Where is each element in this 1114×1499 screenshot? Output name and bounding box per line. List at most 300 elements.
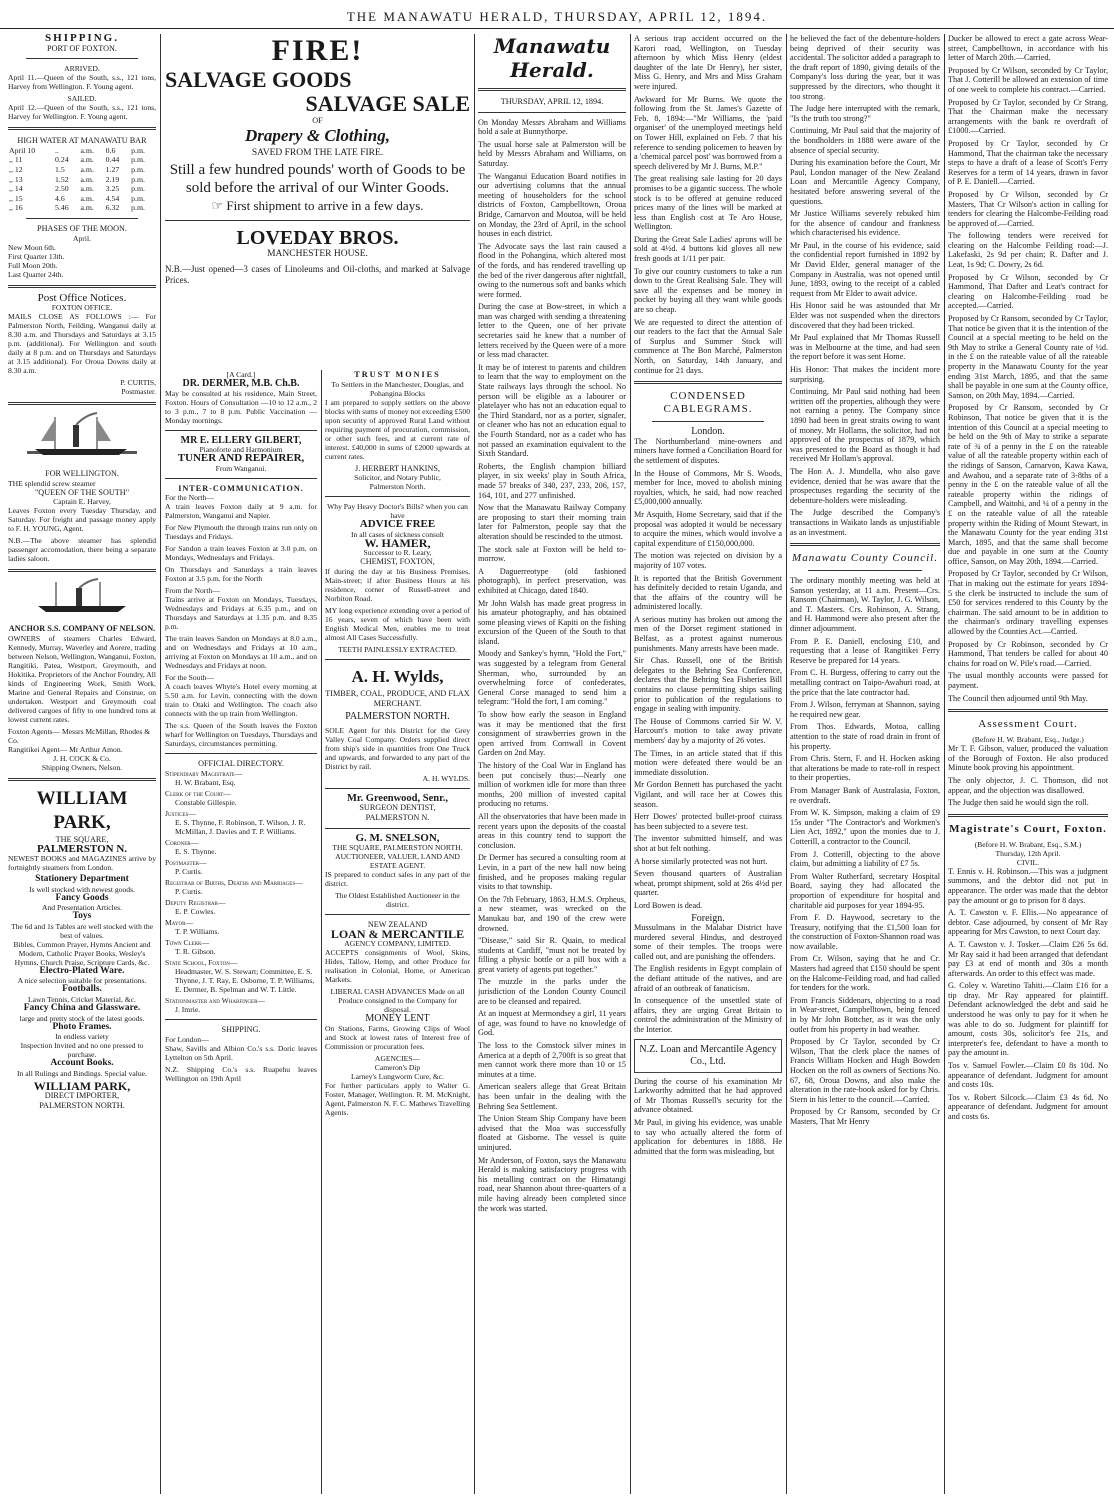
sole-agent-text: SOLE Agent for this District for the Grey Valley Coal Company. Orders supplied direct from ship's side in quantities from One Truck and upwards, and forwarded to any part of the District by rail. (325, 725, 470, 771)
anchor-role: Shipping Owners, Nelson. (41, 762, 123, 772)
snelson-role: AUCTIONEER, VALUER, LAND AND ESTATE AGENT. (335, 852, 460, 871)
high-water-cell: 5.46 (54, 203, 69, 213)
chemist-foxton: CHEMIST, FOXTON, (360, 557, 435, 567)
directory-office: Town Clerk— (165, 937, 210, 947)
loveday-nb: N.B.—Just opened—3 cases of Linoleums and Oil-cloths, and marked at Salvage Prices. (165, 263, 470, 285)
column-6 (790, 34, 940, 1494)
of-label: OF (312, 116, 323, 125)
loan-sub: AGENCY COMPANY, LIMITED. (344, 939, 451, 949)
column-rule (944, 34, 945, 1494)
from-north-label: From the North— (165, 586, 220, 596)
loveday-bros: LOVEDAY BROS. (236, 227, 399, 250)
council-paragraph: From J. Cotterill, objecting to the above claim, but admitting a liability of £7 5s. (790, 849, 940, 869)
fire-headline: FIRE! (271, 34, 364, 67)
news-paragraph: During the case at Bow-street, in which a man was charged with sending a threatening letter to the Queen, one of her private secretaries said he knew that a number of letters received by the Queen were of a more or less mad character. (478, 302, 626, 360)
william-park-item-heading: Footballs. (62, 984, 102, 995)
agencies-label: AGENCIES— (374, 1053, 421, 1063)
dermer-name: DR. DERMER, M.B. Ch.B. (182, 378, 300, 389)
civil-label: CIVIL. (1016, 857, 1040, 867)
high-water-cell: 0.24 (54, 155, 69, 165)
court-paragraph: Mr Justice Williams severely rebuked him for the absence of candour and frankness which characterised his evidence. (790, 209, 940, 238)
foreign-heading: Foreign. (691, 912, 725, 924)
news-paragraph: On Monday Messrs Abraham and Williams hold a sale at Bunnythorpe. (478, 117, 626, 137)
news-paragraph: To show how early the season in England was it may be mentioned that the first consignment of strawberries grown in the open arrived from Cornwall in Covent Garden on 2nd May. (478, 710, 626, 758)
directory-holder: J. Imrie. (175, 1004, 201, 1014)
high-water-cell: 1.52 (54, 174, 69, 184)
column-3 (325, 370, 470, 1494)
gilbert-name: MR E. ELLERY GILBERT, (180, 434, 302, 446)
moon-month: April. (73, 233, 91, 243)
council-paragraph: From J. Wilson, ferryman at Shannon, saying he required new gear. (790, 700, 940, 719)
news-paragraph: "Disease," said Sir R. Quain, to medical students at Cardiff, "must not be treated by filling a physic bottle or a pill box with a great variety of agents put together." (478, 936, 626, 974)
gilbert-sub: Pianoforte and Harmonium (199, 445, 283, 455)
agencies-list: Cameron's Dip Larney's Lungworm Cure, &c. (350, 1062, 445, 1081)
council-paragraph: Proposed by Cr Ransom, seconded by Cr Robinson, That notice be given that it is the intention of this Council at a special meeting to be held on the 9th of May to strike a separate rate of ¾ of a penny in the £ on the rateable value of all the rateable property within each of the ridings of Sanson, Carnarvon, Kawa Kawa, and Awahou, and a separate rate of 3-8ths of a penny in the £ on the rateable value of all the rateable property within the ridings of Campbell, and Waitohi, and ¼ of a penny in the £ on the rateable value of all the rateable property within the Riding of Mount Stewart, in the Manawatu County for the year ending 31st March, 1895, and that the same shall become due and payable in one sum at the County office, Sanson, on May 20th, 1894.—Carried. (948, 403, 1108, 566)
high-water-cell: p.m. (131, 193, 145, 203)
high-water-cell: 0.44 (105, 155, 120, 165)
shipping-heading-2: SHIPPING. (221, 1024, 261, 1034)
wellington-nb: N.B.—The above steamer has splendid passenger accomodation, there being a separate ladies saloon. (8, 536, 156, 564)
william-park-item-text: Is well stocked with newest goods. (29, 884, 135, 894)
news-paragraph: Roberts, the English champion billiard player, in six weeks' play in South Africa, made 57 breaks of 340, 237, 233, 206, 157, 164, 101, and 277 unfinished. (478, 461, 626, 500)
council-paragraph: From Francis Siddenars, objecting to a road in Wear-street, Campbelltown, being fenced in by Mr John Bottcher, as it was the only outlet from his property in bad weather. (790, 995, 940, 1034)
council-paragraph: From Manager Bank of Australasia, Foxton, re overdraft. (790, 785, 940, 805)
court-paragraph: His Honor: That makes the incident more surprising. (790, 365, 940, 384)
council-paragraph: The following tenders were received for clearing on the Halcombe Feilding road:—J. Lakefaski, 2s 9d per chain; R. Dafter and J. Leat, 1s 9d; C. Dowry, 2s 6d. (948, 231, 1108, 270)
cable-paragraph: The motion was rejected on division by a majority of 107 votes. (634, 551, 782, 570)
william-park-item-heading: Stationery Department (35, 874, 129, 885)
court-paragraph: During his examination before the Court, Mr Paul, London manager of the New Zealand Loan and Mercantile Agency Company, hesitated before answering several of the questions. (790, 158, 940, 206)
further-particulars: For further particulars apply to Walter G. Foster, Manager, Wellington. R. M. McKnight, Agent, Palmerston N. F. C. Mathews Travelling Agents. (325, 1080, 470, 1117)
cable-paragraph: The inventor submitted himself, and was shot at but felt nothing. (634, 834, 782, 853)
william-park-item-heading: Fancy China and Glassware. (23, 1003, 141, 1014)
foreign-paragraph: Mussulmans in the Malabar District have murdered several Hindus, and destroyed some of their temples. The troops were called out, and are punishing the offenders. (634, 923, 782, 961)
news-paragraph: Dr Dermer has secured a consulting room at Levin, in a part of the new hall now being finished, and he proposes making regular visits to that township. (478, 853, 626, 892)
news-paragraph: Mr Anderson, of Foxton, says the Manawatu Herald is making satisfactory progress with his metalling contract on the Himatangi road, near Shannon about three-quarters of a mile having already been completed since the work was started. (478, 1155, 626, 1213)
shipping-list (165, 1044, 317, 1083)
assessment-paragraph: Mr T. F. Gibson, valuer, produced the valuation of the Borough of Foxton. He also produced Minute book proving his appointment. (948, 744, 1108, 773)
directory-office: Coroner— (165, 837, 199, 847)
directory-holder: E. P. Cowles. (175, 906, 216, 916)
magistrate-paragraph: A. T. Cawston v. J. Tosker.—Claim £26 5s 6d. Mr Ray said it had been arranged that defendant pay £3 at end of month and 30s a month afterwards. An order to this effect was made. (948, 939, 1108, 978)
anchor-heading: ANCHOR S.S. COMPANY OF NELSON. (8, 624, 156, 634)
council-paragraph: Proposed by Cr Wilson, seconded by Cr Hammond, That Dafter and Leat's contract for clearing on Halcombe-Feilding road be accepted.—Carried. (948, 272, 1108, 311)
high-water-cell: ,, 15 (9, 193, 23, 203)
council-paragraph: From Chris. Stern, F. and H. Hocken asking that alterations be made to rate-roll in respect to their properties. (790, 754, 940, 783)
london-heading: London. (691, 426, 725, 438)
high-water-row (8, 146, 156, 156)
column-rule (786, 34, 787, 1494)
loan-mercantile: LOAN & MERCANTILE (330, 926, 465, 941)
court-paragraph: His Honor said he was astounded that Mr Elder was not suspended when the directors discovered that they had been tricked. (790, 301, 940, 330)
high-water-cell: p.m. (131, 155, 145, 165)
william-park-item-text: Bibles, Common Prayer, Hymns Ancient and Modern, Catholic Prayer Books, Wesley's Hymns, Church Praise, Scripture Cards, &c. (13, 939, 151, 967)
william-park-item-text: large and pretty stock of the latest goods. (19, 1013, 145, 1023)
council-paragraph: The ordinary monthly meeting was held at Sanson yesterday, at 11 a.m. Present—Crs. Ransom (Chairman), W. Taylor, J. G. Wilson, and T. Masters. Crs. Robinson, A. Strang, and H. Hammond were also present after the dinner adjournment. (790, 576, 940, 634)
first-shipment: ☞ First shipment to arrive in a few days. (211, 198, 424, 214)
cable-paragraph: In the House of Commons, Mr S. Woods, member for Ince, moved to abolish mining royalties, which, he said, had now reached £5,000,000 annually. (634, 468, 782, 507)
timetable-entry: The train leaves Sandon on Mondays at 8.0 a.m., and on Wednesdays and Fridays at 10 a.m., arriving at Foxton on Mondays at 10 a.m., and on Wednesdays and Fridays at noon. (165, 634, 317, 671)
cable-paragraph: A horse similarly protected was not hurt. (634, 856, 768, 866)
council-paragraph: From F. D. Haywood, secretary to the Treasury, notifying that the £1,500 loan for the construction of Foxton-Shannon road was now available. (790, 913, 940, 951)
timetable-entry: For Sandon a train leaves Foxton at 3.0 p.m. on Mondays, Wednesdays and Fridays. (165, 544, 317, 563)
column-4 (478, 34, 626, 1494)
moon-phase: Full Moon 20th. (8, 260, 58, 270)
william-park-item-text: In all Rulings and Bindings. Special value. (17, 1068, 147, 1078)
shipping-entry: N.Z. Shipping Co.'s s.s. Ruapehu leaves Wellington on 19th April (165, 1064, 317, 1083)
directory-holder: E. S. Thynne. (175, 846, 217, 856)
trust-sub: To Settlers in the Manchester, Douglas, and Pohangina Blocks (331, 379, 464, 398)
saved-label: SAVED FROM THE LATE FIRE. (251, 147, 384, 158)
inter-communication-heading: INTER-COMMUNICATION. (178, 483, 304, 493)
column-rule (474, 34, 475, 1494)
timetable-entry: On Thursdays and Saturdays a train leaves Foxton at 3.5 p.m. for the North (165, 565, 317, 584)
snelson-oldest: The Oldest Established Auctioneer in the district. (335, 891, 460, 910)
high-water-cell: a.m. (80, 193, 94, 203)
high-water-row (8, 203, 156, 213)
drapery-heading: Drapery & Clothing, (245, 125, 390, 145)
news-paragraph: A serious trap accident occurred on the Karori road, Wellington, on Tuesday afternoon by which Miss Henry (eldest daughter of the late Dr Henry), her sister, Miss G. Henry, and Mrs and Miss Graham were injured. (634, 34, 782, 91)
timetable-entry: The s.s. Queen of the South leaves the Foxton wharf for Wellington on Tuesdays, Thursdays and Saturdays, circumstances permitting. (165, 721, 317, 749)
salvage-goods: SALVAGE GOODS (165, 67, 352, 92)
court-paragraph: Mr Paul explained that Mr Thomas Russell was in Melbourne at the time, and had seen the report before it was sent Home. (790, 333, 940, 362)
court-paragraph: he believed the fact of the debenture-holders being deprived of their security was accidental. The solicitor added a paragraph to the draft report of 1890, giving details of the Company's loss during the year, but it was suppressed by the directors, who thought it too strong. (790, 34, 940, 101)
high-water-cell: p.m. (131, 164, 145, 174)
high-water-cell: ,, 11 (9, 155, 23, 165)
high-water-cell: 2.19 (105, 174, 120, 184)
high-water-cell: 0.6 (105, 145, 116, 155)
directory-office: Registrar of Births, Deaths and Marriages— (165, 877, 303, 887)
directory-holder: P. Curtis. (175, 866, 203, 876)
shipping-entry: Shaw, Savills and Albion Co.'s s.s. Doric leaves Lyttelton on 5th April. (165, 1043, 317, 1062)
timetable-entry: A coach leaves Whyte's Hotel every morning at 5.50 a.m. for Levin, connecting with the down train to Otaki and Wellington. The coach also connects with the up train from Wellington. (165, 682, 317, 719)
moon-phase: First Quarter 13th. (8, 251, 65, 261)
news-paragraph: To give our country customers to take a run down to the Great Realising Sale. They will save all the expenses and be money in pocket by buying all they want while goods are so cheap. (634, 266, 782, 315)
court-paragraph: Continuing, Mr Paul said that the majority of the bondholders in 1888 were aware of the absence of special security. (790, 126, 940, 155)
sailed-text: April 12.—Queen of the South, s.s., 121 tons, Harvey for Wellington. F. Young agent. (8, 103, 156, 122)
greenwood-sub: SURGEON DENTIST, (359, 803, 436, 813)
william-park-items (8, 875, 156, 1078)
moon-heading: PHASES OF THE MOON. (37, 223, 127, 233)
william-park-item-text: Lawn Tennis, Cricket Material, &c. (28, 995, 136, 1005)
directory-holder: P. Curtis. (175, 886, 203, 896)
high-water-heading: HIGH WATER AT MANAWATU BAR (17, 136, 147, 146)
hankins-sub: Solicitor, and Notary Public, (354, 473, 441, 483)
moon-phase: New Moon 6th. (8, 242, 56, 252)
why-pay: Why Pay Heavy Doctor's Bills? when you can have (327, 502, 468, 521)
directory-office: Clerk of the Court— (165, 788, 231, 798)
cable-paragraphs (634, 437, 782, 911)
news-paragraph: American sealers allege that Great Britain has been unfair in the dealing with the Behring Sea Settlement. (478, 1082, 626, 1111)
trust-monies-heading: TRUST MONIES (354, 370, 441, 379)
wellington-ship-name: "QUEEN OF THE SOUTH" (34, 487, 130, 497)
william-park-item-text: And Presentation Articles. (42, 903, 122, 913)
all-cases: In all cases of sickness consult (350, 529, 444, 539)
directory-holder: T. P. Williams. (175, 926, 220, 936)
court-paragraph: The Judge here interrupted with the remark, "Is the truth too strong?" (790, 104, 940, 123)
cable-paragraph: Herr Dowes' protected bullet-proof cuirass has been subjected to a severe test. (634, 812, 782, 831)
william-park-item-heading: Photo Frames. (52, 1021, 112, 1032)
assessment-paragraph: The Judge then said he would sign the roll. (948, 798, 1089, 808)
news-paragraph: Awkward for Mr Burns. We quote the following from the St. James's Gazette of Feb. 8, 1894:—"Mr Williams, the 'paid organiser' of the unemployed meetings held on Tower Hill, explained on Feb. 7 that his reference to sending policemen to heaven by a 'chemical parcel post' was borrowed from a speech delivered by Mr J. Burns, M.P." (634, 94, 782, 171)
assessment-paragraphs (948, 744, 1108, 808)
directory-office: Deputy Registrar— (165, 897, 226, 907)
manchester-house: MANCHESTER HOUSE. (267, 249, 368, 260)
magistrate-heading: Magistrate's Court, Foxton. (949, 822, 1107, 835)
william-park-intro: NEWEST BOOKS and MAGAZINES arrive by fortnightly steamers from London. (8, 854, 156, 873)
steamer-ship-illustration (27, 411, 137, 463)
council-paragraph: From Walter Rutherfard, secretary Hospital Board, saying they had allocated the proportion of expenditure for hospital and charitable aid purposes for year 1894-95. (790, 871, 940, 910)
council-paragraph: Proposed by Cr Ransom, seconded by Cr Masters, That Mr Henry (790, 1107, 940, 1126)
william-park-town: PALMERSTON N. (36, 842, 128, 855)
official-directory-list (165, 769, 317, 1014)
high-water-table (8, 146, 156, 213)
hankins-place: Palmerston North. (369, 482, 426, 492)
william-park-item-heading: Account Books. (50, 1058, 114, 1069)
greenwood-name: Mr. Greenwood, Senr., (346, 792, 449, 804)
snelson-text: IS prepared to conduct sales in any part of the district. (325, 870, 470, 889)
official-directory-heading: OFFICIAL DIRECTORY. (198, 759, 284, 769)
hamer-name: W. HAMER, (364, 535, 431, 550)
william-park-square: THE SQUARE, (55, 834, 109, 844)
news-paragraph: Moody and Sankey's hymn, "Hold the Fort," was suggested by a telegram from General Sherman, who, surrounded by an overwhelming force of confederates, General Corse managed to send him a telegram: "Hold the fort, I am coming." (478, 649, 626, 707)
high-water-cell: 4.54 (105, 193, 120, 203)
council-paragraph: Proposed by Cr Robinson, seconded by Cr Hammond, That tenders be called for about 40 chains for road on W. Pile's road.—Carried. (948, 639, 1108, 668)
directory-office: Stipendiary Magistrate— (165, 768, 243, 778)
william-park-title: WILLIAM PARK, (36, 787, 128, 833)
high-water-cell: ,, 14 (9, 184, 23, 194)
high-water-cell: p.m. (131, 184, 145, 194)
cable-paragraph: Sir Chas. Russell, one of the British delegates to the Behring Sea Conference, declares that the Behring Sea Fisheries Bill contains no clause permitting ships sailing prior to publication of the regulations to engage in sealing with impunity. (634, 656, 782, 714)
trust-text: I am prepared to supply settlers on the above blocks with sums of money not exceeding £500 upon security of approved Rural Land without requiring payment of procuration, commission, or other such fees, and at current rate of interest. £40,000 in sums of £2000 upwards at current rates. (325, 397, 470, 461)
shipping-heading: SHIPPING. (45, 34, 119, 44)
column-1 (8, 34, 156, 1494)
hankins-name: J. HERBERT HANKINS, (355, 463, 440, 473)
high-water-cell: 2.50 (54, 184, 69, 194)
assessment-heading: Assessment Court. (978, 718, 1078, 731)
post-office-text: MAILS CLOSE AS FOLLOWS :— For Palmerston North, Feilding, Wanganui daily at 8.30 a.m. and Thursdays and Saturdays at 3.15 p.m. (additional). For Wellington and south daily at 8 p.m. and on Thursdays and Saturdays at 3.15 additional). For Oroua Downs daily at 8.30 a.m. (8, 312, 156, 376)
william-park-footer-town: PALMERSTON NORTH. (39, 1101, 125, 1111)
council-paragraph: Proposed by Cr Wilson, seconded by Cr Masters, That Cr Wilson's action in calling for tenders for clearing the Halcombe-Feilding road be approved of.—Carried. (948, 189, 1108, 228)
hamer-sub: Successor to R. Leary, (363, 548, 432, 558)
high-water-cell: ,, 13 (9, 174, 23, 184)
council-paragraph: From C. H. Burgess, offering to carry out the metalling contract on Taipo-Awahuri road, at the price that the late contractor had. (790, 668, 940, 697)
anchor-text: OWNERS of steamers Charles Edward, Kennedy, Murray, Waverley and Aorere, trading between Nelson, Wellington, Wanganui, Foxton, Rangitiki, Patea, Westport, Greymouth, and Hokitika. Proprietors of the Anchor Foundry, All kinds of Engineering Work, Smith Work, Marine and General Repairs and Construe, on undertaken. Westport and Greymouth coal delivered cargoes of fifty to one hundred tons at lowest current rates. (8, 633, 156, 724)
high-water-cell: a.m. (80, 155, 94, 165)
high-water-cell: ,, 16 (9, 203, 23, 213)
high-water-cell: a.m. (80, 145, 94, 155)
magistrate-paragraph: A. T. Cawston v. F. Ellis.—No appearance of debtor. Case adjourned, by consent of Mr Ray appearing for Mrs Cawston, to next Court day. (948, 908, 1108, 937)
dermer-text: May be consulted at his residence, Main Street, Foxton. Hours of Consultation —10 to 12 a.m., 2 to 3 p.m., 7 to 8 p.m. Public Vaccination — Monday mornings. (165, 388, 317, 425)
advice-free: ADVICE FREE (359, 518, 436, 531)
anchor-agents: Foxton Agents— Messrs McMillan, Rhodes & Co. (8, 726, 151, 745)
column-7 (948, 34, 1108, 1494)
foreign-paragraphs (634, 923, 782, 1035)
high-water-cell: ,, 12 (9, 164, 23, 174)
news-paragraphs (634, 34, 782, 375)
directory-holder: T. R. Gibson. (175, 946, 216, 956)
news-paragraph: At an inquest at Mermondsey a girl, 11 years of age, was found to have no knowledge of God. (478, 1009, 626, 1038)
council-paragraph: From Thos. Edwards, Motoa, calling attention to the state of road drain in front of his property. (790, 722, 940, 751)
nz-paragraph: During the course of his examination Mr Larkworthy admitted that he had approved of Mr Thomas Russell's security for the advance obtained. (634, 1076, 782, 1115)
high-water-cell: a.m. (80, 164, 94, 174)
council-continued (948, 34, 1108, 703)
nz-paragraph: Mr Paul, in giving his evidence, was unable to say who actually altered the form of application for debentures in 1888. He admitted that the form was misleading, but (634, 1118, 782, 1156)
column-2 (165, 370, 317, 1494)
port-heading: PORT OF FOXTON. (47, 43, 117, 53)
column-rule (321, 370, 322, 1494)
court-paragraph: Continuing, Mr Paul said nothing had been written off the properties, although they were not earning a penny. The Company since 1890 had been in great straits owing to want of money. Mr Hollams, the solicitor, had not approved of the prospectus of 1879, which was presented to the Board as though it had received Mr Hollam's approval. (790, 387, 940, 464)
council-paragraph: Proposed by Cr Taylor, seconded by Cr Hammond, That the chairman take the necessary steps to have a draft of a lease of Scott's Ferry Reserves for a term of 14 years, drawn in favor of P. E. Daniell.—Carried. (948, 138, 1108, 187)
high-water-cell: April 10 (9, 145, 36, 155)
cable-paragraph: Lord Bowen is dead. (634, 900, 703, 910)
moon-phase: Last Quarter 24th. (8, 269, 64, 279)
high-water-cell: 3.25 (105, 184, 120, 194)
magistrate-paragraph: T. Ennis v. H. Robinson.—This was a judgment summons, and the debtor did not put in appearance. The order was made that the debtor pay the amount or go to prison for 8 days. (948, 866, 1108, 905)
fire-salvage-ad (165, 34, 470, 364)
directory-office: State School, Foxton— (165, 957, 238, 967)
news-paragraph: The great realising sale lasting for 20 days promises to be a gigantic success. The whole stock is to be offered at genuine reduced prices many of the lines will be marked at less than English cost at Te Aro House, Wellington. (634, 174, 782, 232)
for-north-label: For the North— (165, 493, 214, 503)
foreign-paragraph: In consequence of the unsettled state of affairs, they are urging Great Britain to control the administration of the Ministry of the Interior. (634, 996, 782, 1035)
william-park-item-heading: Toys (72, 911, 92, 922)
directory-holder: E. S. Thynne, F. Robinson, T. Wilson, J. R. McMillan, J. Davies and T. P. Williams. (175, 817, 306, 836)
magistrate-sub: (Before H. W. Brabant, Esq., S.M.) (974, 839, 1082, 849)
news-paragraph: Now that the Manawatu Railway Company are proposing to start their morning train later for Palmerston, people say that the alteration should be rescinded to the utmost. (478, 503, 626, 541)
hamer-text: If during the day at his Business Premises, Main-street; if after Business Hours at his residence, corner of Russell-street and Norbiton Road. (325, 566, 470, 603)
teeth-extracted: TEETH PAINLESSLY EXTRACTED. (338, 644, 457, 654)
high-water-cell: 1.27 (105, 164, 120, 174)
snelson-sub: THE SQUARE, PALMERSTON NORTH. (332, 843, 463, 853)
news-paragraph: It may be of interest to parents and children to learn that the way to employment on the State railways lays through the school. No person will be eligible as a labourer or platelayer who has not an education equal to the Third Standard, nor as a porter, signaler, or cleaner who has not an education equal to the Fourth Standard, nor as a cadet who has not passed an examination equivalent to the Sixth Standard. (478, 362, 626, 459)
column-rule (630, 34, 631, 1494)
magistrate-paragraph: Tos v. Robert Silcock.—Claim £3 4s 6d. No appearance of defendant. Judgment for amount and costs 6s. (948, 1092, 1108, 1121)
cable-paragraph: Mr Asquith, Home Secretary, said that if the proposal was adopted it would be necessary to acquire the mines, which would involve a capital expenditure of £150,000,000. (634, 509, 782, 548)
cable-paragraph: A serious mutiny has broken out among the men of the Dorset regiment stationed in Belfast, as a protest against numerous punishments. Many arrests have been made. (634, 614, 782, 653)
post-office-sub: FOXTON OFFICE. (51, 303, 113, 313)
postmaster-name: P. CURTIS, (120, 378, 156, 388)
council-paragraph: Proposed by Cr Taylor, seconded by Cr Wilson, That the clerk place the names of Francis William Hocken and Hugh Bowden Hocken on the roll as owners of Sections No. 67, 68, Oroua Downs, and also make the alteration in the rate-book asked for by Chris. Stern in his letter to the council.—Carried. (790, 1037, 940, 1104)
assessment-paragraph: The only objector, J. C. Thomson, did not appear, and the objection was disallowed. (948, 775, 1108, 795)
high-water-cell: 4.6 (54, 193, 65, 203)
directory-office: Justices— (165, 808, 196, 818)
court-paragraph: Mr Paul, in the course of his evidence, said the confidential report furnished in 1892 by Mr David Elder, general manager of the Company in Australia, was not opened until June, 1893, owing to the receipt of a cabled request from Mr Elder to await advice. (790, 240, 940, 298)
liberal-advances: LIBERAL CASH ADVANCES Made on all Produce consigned to the Company for disposal. (330, 987, 465, 1015)
editorial-paragraphs (478, 118, 626, 1214)
high-water-cell: p.m. (131, 145, 145, 155)
high-water-cell: 6.32 (105, 203, 120, 213)
news-paragraph: The muzzle in the parks under the jurisdiction of the London County Council are to be cleansed and repaired. (478, 977, 626, 1006)
nz-loan-box: N.Z. Loan and Mercantile Agency Co., Ltd. (634, 1039, 782, 1073)
wylds-name: A. H. Wylds, (351, 666, 444, 686)
anchor-steamer-illustration (32, 578, 132, 618)
for-north-list (165, 502, 317, 583)
sailed-label: SAILED. (67, 94, 97, 104)
high-water-row (8, 165, 156, 175)
wellington-captain: Captain E. Harvey, (53, 497, 111, 507)
news-paragraph: The usual horse sale at Palmerston will be held by Messrs Abraham and Williams, on Saturday. (478, 139, 626, 168)
timetable-entry: For New Plymouth the through trains run only on Tuesdays and Fridays. (165, 523, 317, 542)
nz-paragraphs (634, 1077, 782, 1157)
william-park-item-heading: Electro-Plated Ware. (39, 965, 125, 976)
wellington-heading: FOR WELLINGTON. (45, 469, 119, 479)
gilbert-tuner: TUNER AND REPAIRER, (177, 452, 305, 465)
money-text: On Stations, Farms, Growing Clips of Wool and Stock at lowest rates of Interest free of Commission or procuration fees. (325, 1023, 470, 1051)
council-paragraph: The usual monthly accounts were passed for payment. (948, 671, 1108, 690)
council-paragraphs (790, 576, 940, 1126)
william-park-item-heading: Fancy Goods (55, 892, 109, 903)
high-water-cell: .. (54, 145, 59, 155)
council-paragraph: From W. K. Simpson, making a claim of £9 15s under "The Contractor's and Workmen's Lien Act, 1892," upon the monies due to J. Cotterill, a contractor to the Council. (790, 808, 940, 846)
issue-date: THURSDAY, APRIL 12, 1894. (500, 97, 604, 106)
cable-paragraph: It is reported that the British Government has definitely decided to retain Uganda, and that the affairs of the country will be administered locally. (634, 573, 782, 612)
william-park-item-text: Inspection Invited and no one pressed to purchase. (20, 1041, 144, 1060)
court-paragraph: The Judge described the Company's transactions in Waikato lands as unjustifiable as an investment. (790, 508, 940, 537)
news-paragraph: Mr John Walsh has made great progress in his amateur photography, and has obtained some pleasing views of Kapiti on the fishing excursion of the Queen of the South to that island. (478, 598, 626, 646)
council-paragraph: Proposed by Cr Ransom, seconded by Cr Taylor, That notice be given that it is the intention of the Council at a special meeting to be held on the 9th May to strike a General County rate of ½d. in the £ on the rateable value of all the rateable property in the Manawatu County for the year ending 31st March, 1895, and that the same shall be payable in one sum at the County office, Sanson, on 20th May, 1894.—Carried. (948, 314, 1108, 400)
news-paragraph: The stock sale at Foxton will be held to-morrow. (478, 544, 626, 564)
high-water-cell: p.m. (131, 174, 145, 184)
news-paragraph: We are requested to direct the attention of our readers to the fact that the Annual Sale of Surplus and Summer Stock will commence at The Bon Marché, Palmerston North, on Saturday, 14th January, and continue for 21 days. (634, 317, 782, 375)
high-water-cell: a.m. (80, 184, 94, 194)
news-paragraph: The Wanganui Education Board notifies in our advertising columns that the annual meeting of householders for the school districts of Foxton, Campbelltown, Oroua Bridge, Carnarvon and Moutoa, will be held on Monday, the 23rd of April, in the school houses in each district. (478, 171, 626, 239)
william-park-footer-role: DIRECT IMPORTER, (44, 1091, 120, 1101)
cable-paragraph: The Northumberland mine-owners and miners have formed a Conciliation Board for the settlement of disputes. (634, 436, 782, 465)
wellington-intro: THE splendid screw steamer (8, 478, 96, 488)
high-water-row (8, 175, 156, 185)
paper-title: Manawatu Herald. (493, 34, 611, 82)
council-paragraph: From P. E. Daniell, enclosing £10, and requesting that a lease of Rangitikei Ferry Reserve be prepared for 14 years. (790, 636, 940, 665)
council-paragraph: Proposed by Cr Taylor, seconded by Cr Wilson, That in making out the estimate for years 1894-5 the clerk be instructed to include the sum of £50 for services rendered to this County by the chairman. The said amount to be in addition to the chairman's ordinary travelling expenses allowed by the Counties Act.—Carried. (948, 569, 1108, 637)
news-paragraph: A Daguerreotype (old fashioned photograph), in perfect preservation, was exhibited at Chicago, dated 1840. (478, 566, 626, 595)
moon-phases (8, 243, 156, 279)
postmaster-role: Postmaster. (121, 387, 156, 397)
wylds-sub: TIMBER, COAL, PRODUCE, AND FLAX MERCHANT. (325, 688, 470, 708)
court-paragraph: The Hon A. J. Mundella, who also gave evidence, denied that he was aware that the prospectuses regarding the security of the debenture-holders were misleading. (790, 466, 940, 505)
newspaper-running-head: THE MANAWATU HERALD, THURSDAY, APRIL 12, 1894. (0, 0, 1114, 29)
arrived-label: ARRIVED. (64, 64, 100, 74)
directory-office: Mayor— (165, 917, 194, 927)
for-south-label: For the South— (165, 673, 214, 683)
council-paragraph: The Council then adjourned until 9th May. (948, 693, 1088, 703)
magistrate-date: Thursday, 12th April. (995, 848, 1061, 858)
directory-office: Postmaster— (165, 857, 207, 867)
high-water-row (8, 184, 156, 194)
still-text: Still a few hundred pounds' worth of Goods to be sold before the arrival of our Winter Goods. (169, 162, 466, 197)
for-london-label: For London— (165, 1034, 209, 1044)
cable-paragraph: The House of Commons carried Sir W. V. Harcourt's motion to take away private members' day by a majority of 26 votes. (634, 716, 782, 745)
post-office-heading: Post Office Notices. (37, 291, 127, 304)
palmerston-north: PALMERSTON NORTH. (345, 711, 450, 723)
magistrate-paragraph: G. Coley v. Waretino Tahiti.—Claim £16 for a tip dray. Mr Ray appeared for plaintiff. Defendant acknowledged the debt and said he understood he was only to pay for it when he was able to do so. Judgment for plaintiff for amount, costs 30s, solicitor's fee 21s, and interpreter's fee, defendant to have a month to pay the amount in. (948, 981, 1108, 1058)
gilbert-from: From Wanganui. (215, 463, 267, 473)
high-water-row (8, 194, 156, 204)
cablegrams-heading: CONDENSED CABLEGRAMS. (663, 390, 753, 416)
cable-paragraph: Seven thousand quarters of Australian wheat, prompt shipment, sold at 26s 4½d per quarter. (634, 869, 782, 898)
money-lent: MONEY LENT (365, 1013, 430, 1025)
high-water-cell: p.m. (131, 203, 145, 213)
wylds-sign: A. H. WYLDS. (422, 773, 470, 783)
assessment-sub: (Before H. W. Brabant, Esq., Judge.) (972, 735, 1084, 745)
council-paragraph: Ducker be allowed to erect a gate across Wear-street, Campbelltown, in accordance with his letter of March 20th.—Carried. (948, 34, 1108, 63)
news-paragraph: On the 7th February, 1863, H.M.S. Orpheus, a new steamer, was wrecked on the Manukau bar, and 190 of the crew were drowned. (478, 894, 626, 933)
directory-holder: H. W. Brabant, Esq. (175, 777, 236, 787)
greenwood-place: PALMERSTON N. (365, 812, 430, 822)
court-paragraphs (790, 34, 940, 537)
timetable-entry: A train leaves Foxton daily at 9 a.m. for Palmerston, Wanganui and Napier. (165, 502, 317, 521)
news-paragraph: The Advocate says the last rain caused a flood in the Pohangina, which altered most of the fords, and has rendered travelling up the bed of the river dangerous after nightfall, owing to the numerous soft and banks which were formed. (478, 241, 626, 299)
card-label: [A Card.] (226, 370, 256, 379)
